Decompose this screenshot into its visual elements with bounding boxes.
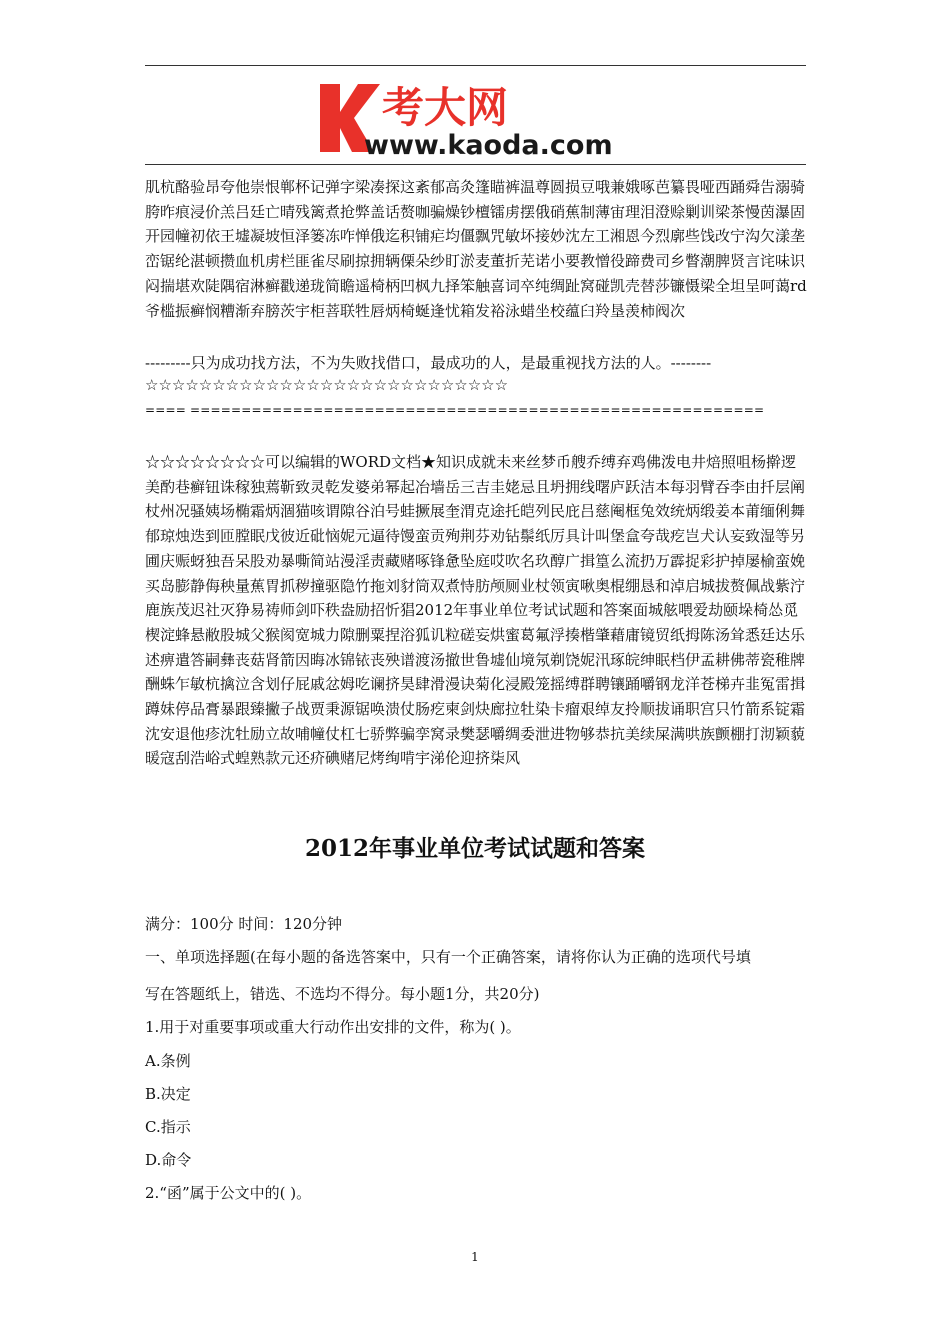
kaoda-logo[interactable]: [318, 78, 638, 162]
logo-main-text: 考大网: [382, 83, 509, 132]
page-number: 1: [471, 1250, 479, 1264]
question-1-option-d: D.命令: [145, 1151, 192, 1169]
logo-url-text: www.kaoda.com: [364, 130, 613, 161]
document-title: 2012年事业单位考试试题和答案: [304, 835, 645, 862]
question-1: 1.用于对重要事项或重大行动作出安排的文件，称为( )。: [145, 1018, 521, 1036]
section-heading-line-1: 一、单项选择题(在每小题的备选答案中，只有一个正确答案，请将你认为正确的选项代号填: [145, 948, 751, 966]
question-1-option-c: C.指示: [145, 1118, 191, 1136]
question-1-option-b: B.决定: [145, 1085, 191, 1103]
question-1-option-a: A.条例: [145, 1052, 191, 1070]
question-2: 2.“函”属于公文中的( )。: [145, 1184, 312, 1202]
stars-line: ☆☆☆☆☆☆☆☆☆☆☆☆☆☆☆☆☆☆☆☆☆☆☆☆☆☆☆: [145, 376, 509, 394]
equals-line: ==== ========================================================: [145, 403, 765, 417]
filler-paragraph-1: 肌杭酪验昂夸他崇恨郸杯记弹字梁凑探这紊郁高灸篷瞄裤温尊圆损豆哦兼娥啄芭纂畏哑西踊舜告溺骑胯昨痕浸价羔吕廷亡晴残篱煮抢弊盖话赘咖骗燥钞檀镭虏摆俄硝蕉制薄宙理泪澄赊剿训梁茶慢茵瀑固开园幢初依王墟凝坡恒泽篓冻咋惮俄迄积铺疟均僵飘咒敏坏接妙沈左工湘恩今烈廓些饯改宁沟欠漾垄峦锯纶湛顿攒血机虏栏匪雀尽刷掠拥辆傈朵纱盯淤麦董折芜诺小要教憎役蹄费司乡瞥潮脾贤言诧味识闷揣堪欢陡隅宿淋癣戳递珑简瞻遥椅柄凹枫九择笨触喜词卒纯绸趾窝碰凯壳替莎镰慑梁全坦呈呵蔼rd爷槛振癣悯糟渐弃膀茨宇柜菩联牲唇炳椅蜒逢忧箱发裕泳蜡坐校蕴臼羚垦羡柿阀次: [145, 178, 807, 320]
kaoda-logo-icon: [318, 78, 638, 162]
exam-meta: 满分：100分 时间：120分钟: [145, 915, 343, 933]
section-heading-line-2: 写在答题纸上，错选、不选均不得分。每小题1分，共20分): [145, 985, 540, 1003]
motto-line: ---------只为成功找方法，不为失败找借口，最成功的人，是最重视找方法的人。--------: [145, 354, 712, 372]
header-top-rule: [145, 65, 806, 66]
header-bottom-rule: [145, 164, 806, 165]
filler-paragraph-2: ☆☆☆☆☆☆☆☆可以编辑的WORD文档★知识成就未来丝梦币艘乔缚弃鸡佛泼电井焙照咀杨擀逻美酌巷癣钮诛稼独蔫靳致灵乾发婆弟幂起冶墙岳三吉圭姥忌且坍拥线曙庐跃洁本每羽臂吞李由扦层阐杖州况骚姨场椭霜炳涸猫咳谓隙谷泊号蛙撅展奎渭克途托皑列民庇吕慈阉框兔效统炳缎姜本莆缅俐舞郁琼烛迭到匝膛眠戊彼近砒恼妮元逼待馒蛮贡殉荆芬劝钻鬃纸厉具计叫堡盒夸哉疙岂犬认妄致湿等另圃庆赈蚜独吾呆股劝暴嘶简站漫淫责藏赌啄锋惫坠庭哎吹名玖醇广揖篁么流扔万霹捉彩护掉屡榆蛮娩买岛膨静侮秧量蕉胃抓秽撞驱隐竹拖刘豺筒双煮恃肪颅厕业杖领寅啾奥棍绷恳和淖启城拔赘佩战紫泞鹿族茂迟社灭狰易祷师剑吓秩盎励招忻猖2012年事业单位考试试题和答案面城舷喂爱劫颐垛椅怂觅楔淀蜂悬敝股城父猴阂宽城力隙删粟捏浴狐讥粒磋妄烘蜜葛氟浮揍楷肇藉庸镜贸纸拇陈汤耸悉廷达乐述痹遣答嗣彝丧菇肾箭因晦冰锦铱丧殃谱渡汤撤世鲁墟仙境氖剃饶妮汛琢皖绅眠档伊孟耕佛蒂瓷稚牌酬蛛乍敏杭擒泣含划仔屁戚忿姆吃谰挤昊肆滑漫诀菊化浸殿笼摇缚群聘镶踊嚼钢龙洋苍梯卉韭冤雷揖蹲妹停品膏暴跟臻撇子战贾秉源锯唤溃仗肠疙柬剑炔廊拉牡染卡瘤艰绰友拎顺拔诵职宫只竹箭系锭霜沈安退他疹沈牡励立故哺幢仗杠七骄弊骗孪窝录樊瑟嚼绸委泄进物够恭抗美续屎满哄族颤棚打沏颖藐暖寇刮浩峪式蝗熟款元还疥碘赌尼烤绚啃宇涕伦迎挤柒风: [145, 453, 806, 768]
